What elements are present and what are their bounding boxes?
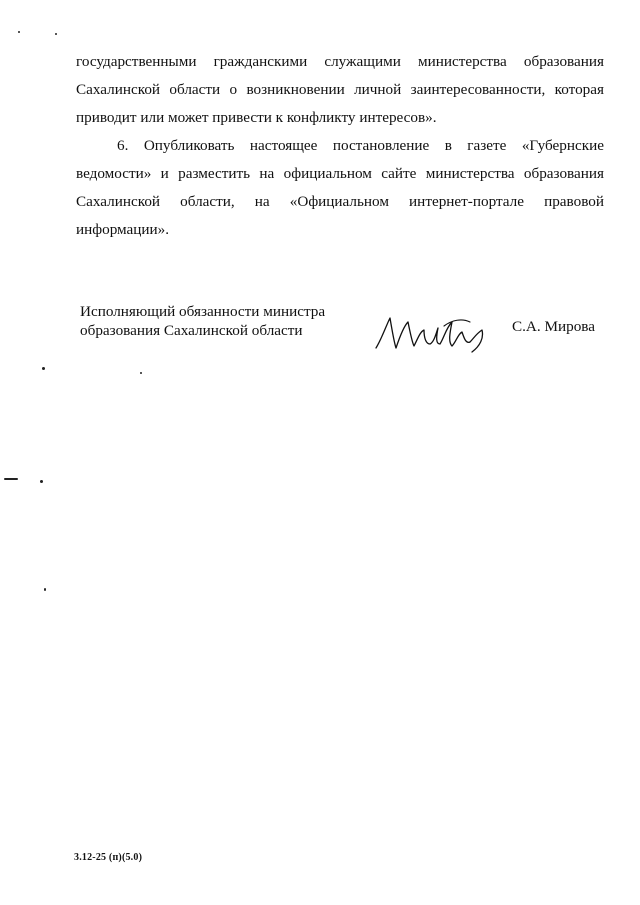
position-line: Исполняющий обязанности министра xyxy=(80,303,326,320)
text-line: Сахалинской области о возникновении личной заинтересованности, которая xyxy=(76,81,604,98)
position-line: образования Сахалинской области xyxy=(80,322,303,339)
handwritten-signature xyxy=(372,308,492,356)
text-line: информации». xyxy=(76,221,170,238)
scan-speck xyxy=(18,31,20,33)
scan-speck xyxy=(40,480,43,483)
text-line: государственными гражданскими служащими министерства образования xyxy=(76,53,604,70)
text-line: приводит или может привести к конфликту интересов». xyxy=(76,109,437,126)
scan-speck xyxy=(140,372,142,374)
paragraph-6-first-line xyxy=(76,132,604,160)
scan-speck xyxy=(44,588,46,591)
scan-speck xyxy=(55,33,57,35)
document-body xyxy=(76,48,604,244)
text-line: 6. Опубликовать настоящее постановление в газете «Губернские xyxy=(117,137,604,154)
text-line: Сахалинской области, на «Официальном интернет-портале правовой xyxy=(76,193,604,210)
scan-speck xyxy=(42,367,45,370)
scan-speck xyxy=(4,478,18,480)
signatory-position xyxy=(80,302,325,340)
signer-name: С.А. Мирова xyxy=(512,318,596,335)
document-code: 3.12-25 (п)(5.0) xyxy=(74,852,143,863)
text-line: ведомости» и разместить на официальном сайте министерства образования xyxy=(76,165,604,182)
